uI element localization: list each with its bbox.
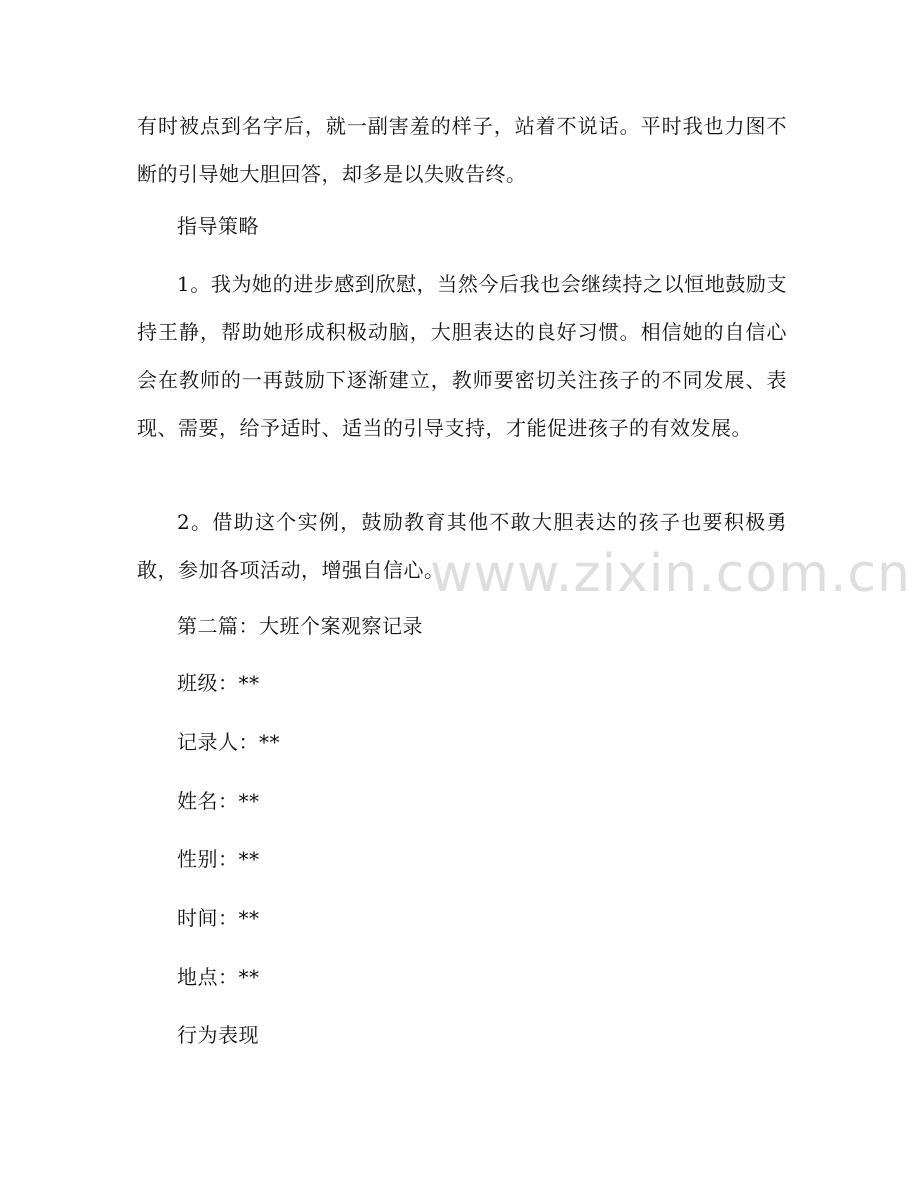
- paragraph-continued: 有时被点到名字后，就一副害羞的样子，站着不说话。平时我也力图不断的引导她大胆回答，却多是以失败告终。: [137, 114, 787, 186]
- field-class: 班级：**: [177, 671, 260, 695]
- field-name: 姓名：**: [177, 789, 260, 813]
- heading-guidance-strategy: 指导策略: [177, 214, 259, 238]
- strategy-item-1: 1。我为她的进步感到欣慰，当然今后我也会继续持之以恒地鼓励支持王静，帮助她形成积极动脑，大胆表达的良好习惯。相信她的自信心会在教师的一再鼓励下逐渐建立，教师要密切关注孩子的不同发展、表现、需要，给予适时、适当的引导支持，才能促进孩子的有效发展。: [137, 272, 787, 440]
- heading-behavior: 行为表现: [177, 1023, 259, 1047]
- field-time: 时间：**: [177, 906, 260, 930]
- watermark: www.zixin.com.cn: [430, 544, 911, 604]
- field-recorder: 记录人：**: [177, 730, 280, 754]
- field-location: 地点：**: [177, 965, 260, 989]
- field-gender: 性别：**: [177, 847, 260, 871]
- strategy-item-2: 2。借助这个实例，鼓励教育其他不敢大胆表达的孩子也要积极勇敢，参加各项活动，增强自信心。: [137, 510, 787, 582]
- section-title: 第二篇：大班个案观察记录: [177, 614, 423, 638]
